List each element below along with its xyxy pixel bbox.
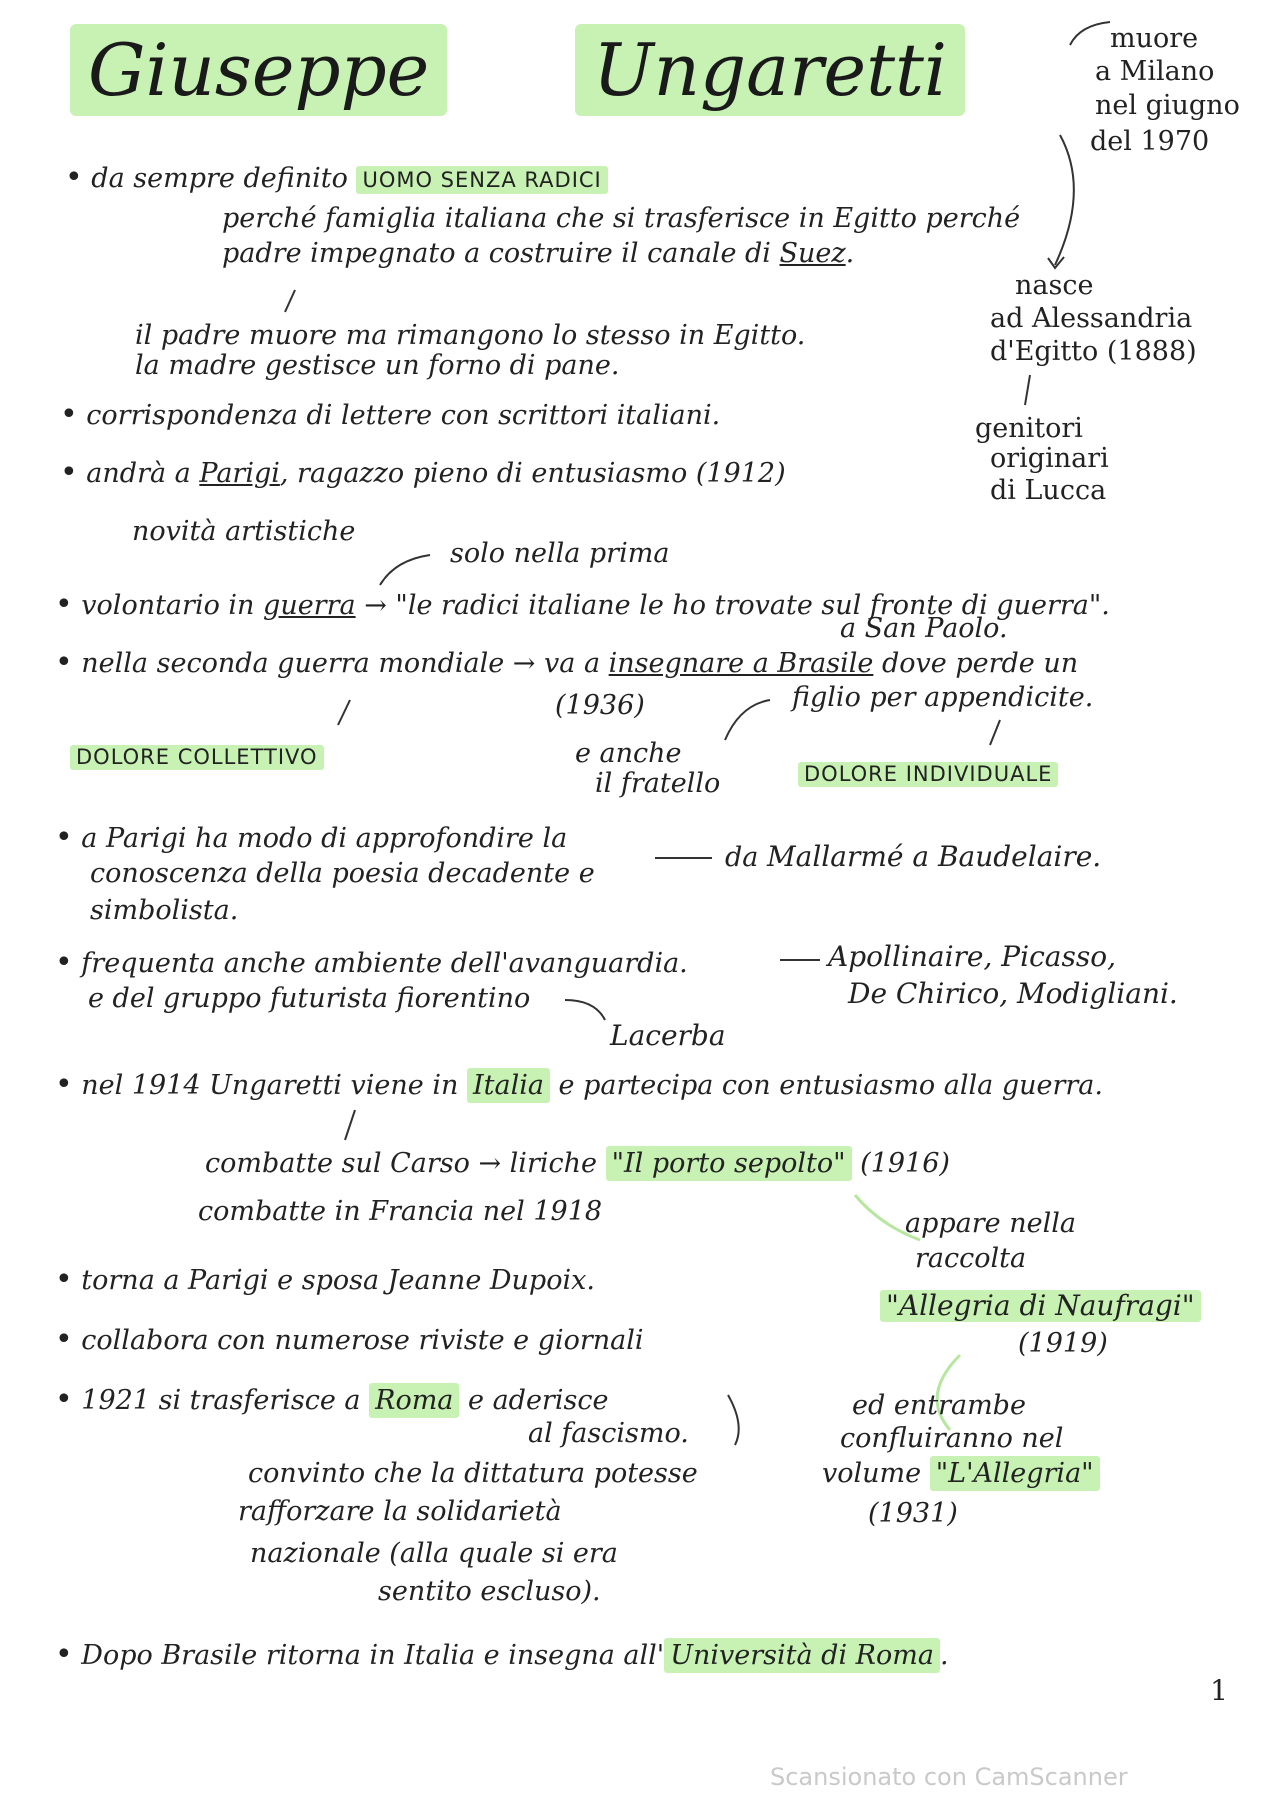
death-line-3: nel giugno [1095,90,1240,121]
francia-1918: combatte in Francia nel 1918 [198,1196,603,1227]
death-line-4: del 1970 [1090,126,1210,157]
carso-pre: combatte sul Carso [205,1148,470,1179]
insegnare-brasile: insegnare a Brasile [608,648,874,679]
son-individuale-connector [990,720,1000,745]
guerra-word: guerra [263,590,356,621]
roma-post: e aderisce [468,1385,609,1416]
entrambe-line-1: ed entrambe [852,1390,1026,1421]
allegria-year: (1919) [1018,1328,1108,1359]
bullet-dot: • [55,820,73,855]
dolore-individuale: DOLORE INDIVIDUALE [798,762,1058,787]
year-1936: (1936) [555,690,645,721]
convinto-line-3: nazionale (alla quale si era [250,1538,618,1569]
allegria-volume-highlight: "L'Allegria" [930,1456,1100,1491]
bullet-dot: • [55,1637,73,1672]
mother-note: la madre gestisce un forno di pane. [135,350,620,381]
dolore-collettivo: DOLORE COLLETTIVO [70,745,324,770]
porto-sepolto-highlight: "Il porto sepolto" [606,1146,852,1181]
bullet-riviste [55,1322,644,1357]
lacerba-connector [565,1000,605,1020]
parents-line-3: di Lucca [990,475,1107,506]
avanguardia-line-2: e del gruppo futurista fiorentino [88,983,531,1014]
bullet-dot: • [55,1382,73,1417]
bullet-dot: • [55,587,73,622]
convinto-line-1: convinto che la dittatura potesse [248,1458,698,1489]
bullet-1914 [55,1067,1103,1102]
universita-highlight: Università di Roma [664,1638,940,1673]
bullet-parigi-1912 [60,455,786,490]
poesia-line-1: a Parigi ha modo di approfondire la [81,823,568,854]
uomo-lead: da sempre definito [91,163,348,194]
solo-nella-prima: solo nella prima [450,538,670,569]
il-fratello: il fratello [595,768,721,799]
1914-post: e partecipa con entusiasmo alla guerra. [558,1070,1103,1101]
appare-line-2: raccolta [915,1243,1027,1274]
brother-son-connector [725,700,770,740]
bullet-dot: • [55,945,73,980]
universita-post: . [939,1640,949,1671]
title-death-connector [1070,22,1110,45]
bullet-dot: • [55,1322,73,1357]
bullet-corrispondenza [60,397,721,432]
birth-line-3: d'Egitto (1888) [990,336,1197,367]
war-prima-arrow [380,555,430,585]
why-line-2-text: padre impegnato a costruire il canale di [222,238,771,269]
birth-line-2: ad Alessandria [990,303,1193,334]
appare-line-1: appare nella [905,1208,1076,1239]
riviste-text: collabora con numerose riviste e giornali [81,1325,644,1356]
parents-line-2: originari [990,443,1109,474]
right-arrow: → [364,590,387,621]
bullet-avanguardia [55,945,688,980]
liriche-word: liriche [509,1148,597,1179]
why-line-2 [222,240,854,267]
avanguardia-line-1: frequenta anche ambiente dell'avanguardia. [81,948,688,979]
bullet-dot: • [55,1262,73,1297]
birth-line-1: nasce [1015,270,1094,301]
e-anche: e anche [575,738,682,769]
bullet-parigi-poesia [55,820,568,855]
father-note: il padre muore ma rimangono lo stesso in Egitto. [135,320,806,351]
novita-artistiche: novità artistiche [132,516,356,547]
seconda-post: dove perde un [881,648,1079,679]
roma-pre: 1921 si trasferisce a [81,1385,361,1416]
carso-line [205,1150,950,1177]
why-line-1: perché famiglia italiana che si trasferisce in Egitto perché [222,203,1021,234]
1914-pre: nel 1914 Ungaretti viene in [81,1070,459,1101]
why-line-2-end: . [845,238,855,269]
universita-pre: Dopo Brasile ritorna in Italia e insegna all' [81,1640,665,1671]
right-arrow: → [478,1148,502,1179]
bullet-dot: • [60,397,78,432]
parigi-post: , ragazzo pieno di entusiasmo (1912) [279,458,786,489]
suez-note-connector [285,290,295,312]
artists-line-2: De Chirico, Modigliani. [848,977,1178,1010]
mallarme-baudelaire [725,840,1102,873]
bullet-dot: • [65,160,83,195]
death-line-2: a Milano [1095,56,1215,87]
al-fascismo: al fascismo. [528,1418,689,1449]
roma-highlight: Roma [369,1383,459,1418]
camscanner-watermark: Scansionato con CamScanner [770,1763,1128,1791]
radici-quote: "le radici italiane le ho trovate sul fronte di guerra". [395,590,1110,621]
a-san-paolo: a San Paolo. [840,613,1008,644]
volume-word: volume [822,1458,922,1489]
figlio-appendicite: figlio per appendicite. [792,682,1094,713]
bullet-dot: • [60,455,78,490]
poesia-line-2: conoscenza della poesia decadente e [90,858,595,889]
convinto-line-2: rafforzare la solidarietà [238,1496,562,1527]
allegria-naufragi: "Allegria di Naufragi" [880,1290,1201,1322]
bullet-dot: • [55,645,73,680]
entrambe-year: (1931) [868,1498,958,1529]
entrambe-line-3 [822,1460,1100,1487]
corrispondenza-text: corrispondenza di lettere con scrittori italiani. [86,400,721,431]
artists-line-1: Apollinaire, Picasso, [828,940,1116,973]
poets-names: Mallarmé a Baudelaire. [766,840,1102,873]
death-birth-arrowhead [1048,257,1064,268]
da-word: da [725,842,759,873]
fascismo-arrow [728,1395,739,1445]
volontario-pre: volontario in [81,590,255,621]
carso-connector [345,1110,355,1140]
entrambe-line-2: confluiranno nel [840,1423,1064,1454]
porto-year: (1916) [860,1148,950,1179]
bullet-universita [55,1637,949,1672]
poesia-line-3: simbolista. [90,895,239,926]
bullet-seconda-guerra [55,645,1079,680]
right-arrow: → [512,648,536,679]
parigi-pre: andrà a [86,458,191,489]
parents-line-1: genitori [975,413,1083,444]
bullet-jeanne [55,1262,595,1297]
lacerba-journal: Lacerba [610,1019,726,1052]
death-line-1: muore [1110,23,1199,54]
title-last-name: Ungaretti [575,24,965,116]
page-number: 1 [1210,1674,1228,1707]
birth-parents-connector [1025,375,1030,405]
italia-highlight: Italia [467,1068,550,1103]
jeanne-text: torna a Parigi e sposa Jeanne Dupoix. [81,1265,595,1296]
convinto-line-4: sentito escluso). [378,1576,601,1607]
death-birth-arrow [1055,135,1074,265]
uomo-senza-radici-highlight: UOMO SENZA RADICI [356,166,607,194]
bullet-dot: • [55,1067,73,1102]
title-first-name: Giuseppe [70,24,447,116]
seconda-collettivo-connector [338,700,350,725]
seconda-pre: nella seconda guerra mondiale [81,648,505,679]
parigi-word: Parigi [199,458,280,489]
bullet-roma-1921 [55,1382,609,1417]
bullet-uomo-senza-radici [65,160,608,195]
seconda-mid: va a [544,648,601,679]
suez-word: Suez [779,238,846,269]
